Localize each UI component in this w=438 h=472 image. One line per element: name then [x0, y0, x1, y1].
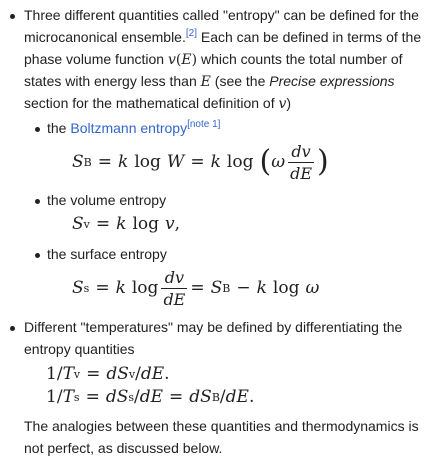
math-energy: E [200, 74, 211, 90]
list-bullet [10, 326, 15, 331]
text-span: section for the mathematical definition of [24, 95, 279, 111]
text-span: ) [286, 95, 292, 111]
list-bullet [35, 199, 40, 204]
list-bullet [35, 127, 40, 132]
paragraph-line [24, 92, 291, 115]
math-v: v [278, 96, 287, 112]
note-1-link[interactable]: [note 1] [187, 119, 221, 130]
formula-temperature-volume: 1 / T v = dS v / dE . [46, 364, 170, 384]
sub-item-volume: the volume entropy [47, 192, 167, 208]
paragraph-line: phase volume function v(E) which counts the total number of [24, 51, 403, 68]
sub-item-surface: the surface entropy [47, 246, 167, 262]
list-bullet [35, 253, 40, 258]
sub-item-boltzmann [47, 117, 220, 139]
text-span: phase volume function [24, 51, 168, 67]
section-reference: Precise expressions [269, 73, 395, 89]
formula-surface-entropy: S s = k log $\frac{dv}{dE}$ = S B − k log ω [72, 267, 320, 309]
text-span: the [47, 120, 71, 136]
formula-volume-entropy: S v = k log v , [72, 214, 181, 234]
paragraph-line: entropy quantities [24, 341, 135, 357]
text-span: microcanonical ensemble. [24, 29, 186, 45]
paragraph-line: not perfect, as discussed below. [24, 440, 223, 456]
boltzmann-entropy-link[interactable]: Boltzmann entropy [70, 120, 188, 136]
text-span: states with energy less than [24, 73, 201, 89]
text-span: Each can be defined in terms of the [196, 29, 422, 45]
math-phase-volume: v [167, 52, 176, 68]
paragraph-line [24, 26, 421, 48]
list-bullet [10, 14, 15, 19]
formula-boltzmann-entropy: S B = k log W = k log ( ω $\frac{dv}{dE}$ ) [72, 141, 329, 183]
paragraph-line: The analogies between these quantities and thermodynamics is [24, 418, 419, 434]
formula-temperature-surface: 1 / T s = dS s / dE = dS B / dE . [46, 387, 255, 407]
paragraph-line [24, 70, 395, 93]
paragraph-line: Different "temperatures" may be defined by differentiating the [24, 319, 403, 335]
text-span: which counts the total number of [197, 51, 403, 67]
citation-link-2[interactable]: [2] [185, 28, 197, 39]
paragraph-line: Three different quantities called "entropy" can be defined for the [24, 7, 419, 23]
text-span: (see the [210, 73, 270, 89]
